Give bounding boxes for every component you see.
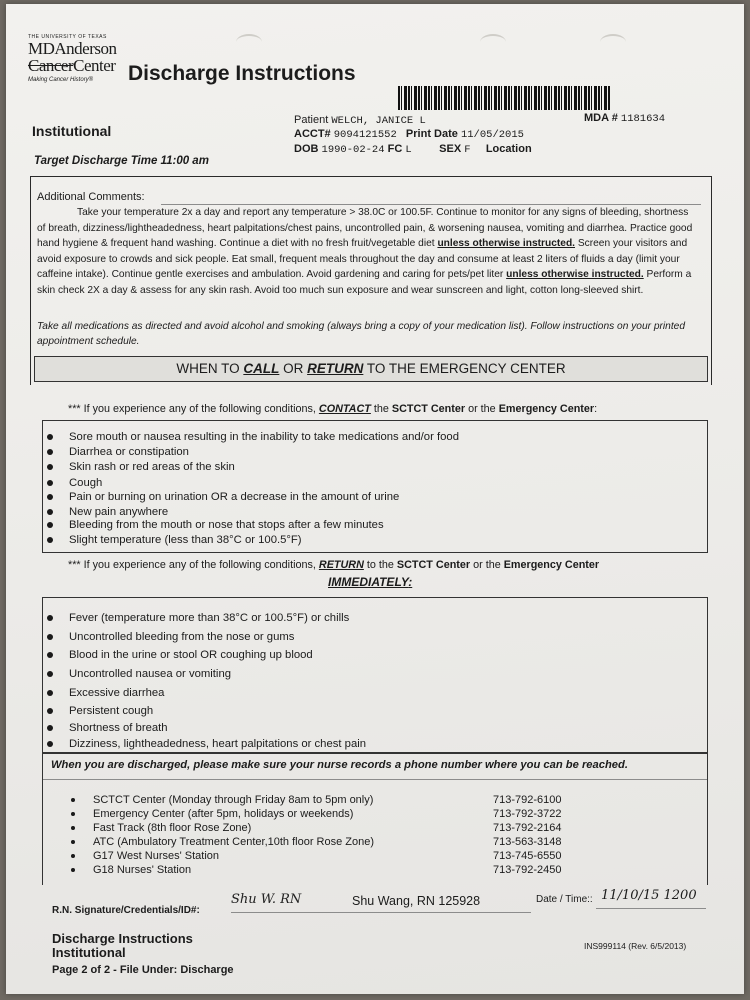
punch-hole — [480, 34, 506, 50]
bullet-icon — [71, 854, 75, 858]
punch-hole — [600, 34, 626, 50]
phone-label: ATC (Ambulatory Treatment Center,10th floor Rose Zone) — [93, 836, 375, 848]
comments-text-1: Take your temperature 2x a day and report any temperature > 38.0C or 100.5F. Continue to monitor for any signs of bleeding, shortness of breath, dizziness/lightheadedness, heart palpitations/chest pains, uncontrolled pain, & worsening nausea, vomiting and diarrhea. Practice good hand hygiene & frequent hand washing. Continue a diet with no fresh fruit/vegetable diet — [37, 207, 693, 250]
logo-cancer-center — [28, 57, 128, 74]
bullet-icon — [47, 509, 53, 515]
phone-label: G18 Nurses' Station — [93, 864, 192, 876]
phone-row — [93, 821, 653, 835]
rn-signature-label: R.N. Signature/Credentials/ID#: — [52, 905, 200, 916]
logo-university-text: THE UNIVERSITY OF TEXAS — [28, 34, 107, 40]
return-or: or the — [470, 559, 504, 571]
rn-signature-handwriting: Shu W. RN — [231, 892, 302, 907]
immediately-colon: : — [408, 575, 413, 589]
phone-label: SCTCT Center (Monday through Friday 8am to 5pm only) — [93, 794, 374, 806]
patient-row — [294, 114, 426, 127]
phone-number: 713-563-3148 — [493, 836, 562, 848]
condition-text: Blood in the urine or stool OR coughing up blood — [69, 649, 313, 661]
list-item — [69, 629, 294, 645]
condition-text: Skin rash or red areas of the skin — [69, 461, 235, 473]
comments-text-3: Perform a skin check 2X a day & assess for any skin rash. Avoid too much sun exposure and wear sunscreen and light, cotton long-sleeved shirt. — [37, 269, 692, 296]
return-center2: Emergency Center — [503, 559, 600, 571]
list-item — [69, 429, 459, 445]
bullet-icon — [47, 634, 53, 640]
punch-hole — [236, 34, 262, 50]
return-conditions-list — [42, 597, 708, 754]
banner-or: OR — [279, 361, 308, 376]
dob-value: 1990-02-24 — [321, 144, 385, 156]
list-item — [69, 736, 366, 752]
condition-text: Uncontrolled nausea or vomiting — [69, 668, 232, 680]
list-item — [69, 666, 231, 682]
barcode-image — [398, 86, 610, 110]
bullet-icon — [47, 690, 53, 696]
phone-number: 713-792-2450 — [493, 864, 562, 876]
bullet-icon — [47, 671, 53, 677]
condition-text: Excessive diarrhea — [69, 687, 165, 699]
phone-label: Emergency Center (after 5pm, holidays or weekends) — [93, 808, 354, 820]
list-item — [69, 459, 235, 475]
condition-text: Bleeding from the mouth or nose that stops after a few minutes — [69, 519, 384, 531]
logo-tagline: Making Cancer History® — [28, 77, 94, 83]
return-prefix: *** If you experience any of the following conditions, — [68, 559, 319, 571]
footer-page-info: Page 2 of 2 - File Under: Discharge — [52, 964, 234, 976]
sex-label: SEX — [439, 143, 462, 155]
contact-prefix: *** If you experience any of the following conditions, — [68, 403, 319, 415]
comments-text-2: Screen your visitors and avoid exposure to crowds and sick people. Eat small, frequent meals throughout the day and consume at least 2 liters of fluids a day (limit your caffeine intake). Continue gentle exercises and ambulation. Avoid gardening and caring for pets/pet liter — [37, 238, 688, 281]
logo-center-word: Center — [73, 56, 116, 75]
bullet-icon — [47, 464, 53, 470]
mda-label: MDA # — [584, 112, 618, 124]
signature-line — [231, 912, 531, 913]
bullet-icon — [47, 494, 53, 500]
condition-text: Dizziness, lightheadedness, heart palpitations or chest pain — [69, 738, 367, 750]
condition-text: Uncontrolled bleeding from the nose or gums — [69, 631, 295, 643]
phone-label: G17 West Nurses' Station — [93, 850, 220, 862]
dob-label: DOB — [294, 143, 319, 155]
contact-or: or the — [465, 403, 499, 415]
footer-subtitle: Institutional — [52, 945, 126, 960]
comments-unless-2: unless otherwise instructed. — [506, 269, 644, 281]
condition-text: Fever (temperature more than 38°C or 100.5°F) or chills — [69, 612, 350, 624]
phone-row — [93, 793, 653, 807]
contact-conditions-list — [42, 420, 708, 553]
phone-row — [93, 807, 653, 821]
patient-label: Patient — [294, 114, 329, 126]
mdanderson-logo — [28, 34, 128, 83]
list-item — [69, 647, 313, 663]
bullet-icon — [47, 522, 53, 528]
return-instructions — [68, 559, 599, 571]
condition-text: Sore mouth or nausea resulting in the inability to take medications and/or food — [69, 431, 459, 443]
phone-row — [93, 863, 653, 877]
logo-cancer-word: Cancer — [28, 56, 74, 75]
bullet-icon — [47, 480, 53, 486]
fc-label: FC — [387, 143, 403, 155]
condition-text: Pain or burning on urination OR a decrease in the amount of urine — [69, 491, 400, 503]
list-item — [69, 685, 164, 701]
date-time-label: Date / Time:: — [536, 894, 593, 905]
list-item — [69, 720, 168, 736]
additional-comments-label: Additional Comments: — [37, 191, 145, 203]
immediately-label — [328, 575, 412, 589]
acct-label: ACCT# — [294, 128, 331, 140]
list-item — [69, 517, 384, 533]
phone-title: When you are discharged, please make sure your nurse records a phone number where you can be reached. — [51, 759, 628, 771]
list-item — [69, 489, 399, 505]
immediately-text: IMMEDIATELY — [328, 575, 409, 589]
print-date-value: 11/05/2015 — [460, 129, 524, 141]
banner-call: CALL — [243, 361, 280, 376]
condition-text: Cough — [69, 477, 103, 489]
phone-number: 713-792-3722 — [493, 808, 562, 820]
condition-text: New pain anywhere — [69, 506, 169, 518]
contact-mid: the — [370, 403, 392, 415]
contact-instructions — [68, 403, 597, 415]
bullet-icon — [47, 725, 53, 731]
date-time-value: 11/10/15 1200 — [601, 888, 697, 903]
logo-name: MDAnderson — [28, 39, 117, 58]
banner-rest: TO THE EMERGENCY CENTER — [363, 361, 566, 376]
bullet-icon — [47, 537, 53, 543]
acct-row — [294, 128, 524, 141]
bullet-icon — [71, 868, 75, 872]
return-mid: to the — [363, 559, 397, 571]
condition-text: Diarrhea or constipation — [69, 446, 189, 458]
contact-center1: SCTCT Center — [391, 403, 466, 415]
bullet-icon — [47, 449, 53, 455]
comments-medications-text: Take all medications as directed and avoid alcohol and smoking (always bring a copy of your medication list). Follow instructions on your printed appointment schedule. — [37, 321, 685, 347]
phone-row — [93, 835, 653, 849]
form-number: INS999114 (Rev. 6/5/2013) — [584, 941, 687, 951]
page-title: Discharge Instructions — [128, 62, 356, 85]
condition-text: Persistent cough — [69, 705, 154, 717]
bullet-icon — [71, 798, 75, 802]
acct-number: 9094121552 — [333, 129, 397, 141]
phone-number: 713-792-2164 — [493, 822, 562, 834]
print-date-label: Print Date — [405, 128, 458, 140]
list-item — [69, 610, 349, 626]
discharge-form-page — [6, 4, 744, 994]
contact-verb: CONTACT — [318, 403, 371, 415]
phone-number: 713-792-6100 — [493, 794, 562, 806]
list-item — [69, 703, 153, 719]
condition-text: Shortness of breath — [69, 722, 168, 734]
mda-number: 1181634 — [620, 113, 665, 125]
bullet-icon — [47, 652, 53, 658]
dob-row — [294, 143, 532, 156]
bullet-icon — [71, 812, 75, 816]
condition-text: Slight temperature (less than 38°C or 100.5°F) — [69, 534, 302, 546]
phone-numbers-box — [42, 752, 708, 885]
comments-body — [37, 205, 697, 299]
rn-name: Shu Wang, RN 125928 — [352, 894, 481, 908]
phone-label: Fast Track (8th floor Rose Zone) — [93, 822, 252, 834]
bullet-icon — [47, 615, 53, 621]
additional-comments-box — [30, 176, 712, 385]
date-line — [596, 908, 706, 909]
phone-number: 713-745-6550 — [493, 850, 562, 862]
banner-return: RETURN — [307, 361, 364, 376]
bullet-icon — [47, 434, 53, 440]
return-verb: RETURN — [318, 559, 364, 571]
footer-title: Discharge Instructions — [52, 931, 193, 946]
mda-row — [584, 112, 665, 125]
list-item — [69, 444, 189, 460]
location-label: Location — [485, 143, 532, 155]
page-footer — [52, 932, 234, 977]
bullet-icon — [71, 840, 75, 844]
sex-value: F — [464, 144, 471, 156]
when-to-call-banner — [34, 356, 708, 382]
bullet-icon — [71, 826, 75, 830]
list-item — [69, 532, 302, 548]
return-center1: SCTCT Center — [396, 559, 471, 571]
patient-name: WELCH, JANICE L — [331, 115, 426, 127]
phone-row — [93, 849, 653, 863]
contact-center2: Emergency Center — [498, 403, 595, 415]
fc-value: L — [405, 144, 412, 156]
bullet-icon — [47, 741, 53, 747]
institutional-label: Institutional — [32, 123, 112, 139]
rule-line — [43, 779, 707, 780]
target-discharge-time: Target Discharge Time 11:00 am — [34, 155, 209, 167]
bullet-icon — [47, 708, 53, 714]
contact-end: : — [594, 403, 598, 415]
comments-unless-1: unless otherwise instructed. — [437, 238, 576, 250]
banner-text: WHEN TO — [176, 361, 244, 376]
